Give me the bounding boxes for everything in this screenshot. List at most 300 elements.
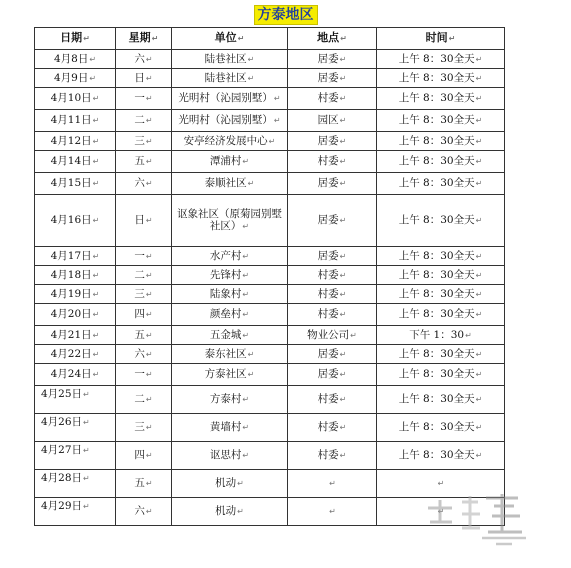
table-row bbox=[35, 326, 505, 345]
cell-place bbox=[288, 386, 377, 414]
paragraph-mark: ↵ bbox=[475, 370, 483, 379]
cell-unit bbox=[172, 386, 288, 414]
cell-unit bbox=[172, 326, 288, 345]
place-text: 村委 bbox=[317, 449, 339, 461]
cell-weekday bbox=[116, 326, 172, 345]
paragraph-mark: ↵ bbox=[475, 270, 483, 280]
paragraph-mark: ↵ bbox=[145, 94, 153, 103]
unit-text: 安亭经济发展中心 bbox=[183, 134, 268, 147]
paragraph-mark: ↵ bbox=[242, 251, 250, 261]
weekday-text: 三 bbox=[134, 421, 145, 433]
cell-date bbox=[35, 195, 116, 247]
paragraph-mark: ↵ bbox=[247, 370, 255, 379]
date-text: 4月29日 bbox=[41, 500, 83, 512]
paragraph-mark: ↵ bbox=[89, 54, 97, 64]
time-text: 上午 8：30全天 bbox=[398, 368, 475, 380]
cell-weekday bbox=[116, 498, 172, 526]
time-text: 上午 8：30全天 bbox=[398, 249, 475, 262]
place-text: 居委 bbox=[317, 368, 339, 380]
cell-weekday bbox=[116, 173, 172, 195]
time-text: 上午 8：30全天 bbox=[398, 449, 475, 461]
place-text: 村委 bbox=[317, 92, 339, 104]
cell-date bbox=[35, 50, 116, 69]
cell-place bbox=[288, 247, 377, 266]
weekday-text: 六 bbox=[134, 347, 145, 360]
cell-unit bbox=[172, 88, 288, 110]
cell-place bbox=[288, 442, 377, 470]
title-wrap bbox=[0, 4, 571, 24]
weekday-text: 三 bbox=[134, 134, 145, 147]
time-text: 下午 1：30 bbox=[409, 328, 465, 341]
place-text: 居委 bbox=[317, 52, 339, 65]
paragraph-mark: ↵ bbox=[242, 423, 250, 432]
page-title: 方泰地区 bbox=[254, 5, 318, 25]
weekday-text: 二 bbox=[134, 268, 145, 281]
cell-time bbox=[377, 442, 505, 470]
paragraph-mark: ↵ bbox=[475, 179, 483, 188]
cell-place bbox=[288, 266, 377, 285]
paragraph-mark: ↵ bbox=[475, 395, 483, 404]
header-row bbox=[35, 28, 505, 50]
paragraph-mark: ↵ bbox=[145, 270, 153, 280]
table-row bbox=[35, 50, 505, 69]
paragraph-mark: ↵ bbox=[339, 289, 347, 299]
paragraph-mark: ↵ bbox=[475, 157, 483, 166]
paragraph-mark: ↵ bbox=[145, 479, 153, 488]
paragraph-mark: ↵ bbox=[475, 73, 483, 83]
paragraph-mark: ↵ bbox=[273, 116, 281, 125]
paragraph-mark: ↵ bbox=[339, 73, 347, 83]
cell-unit bbox=[172, 304, 288, 326]
cell-time bbox=[377, 69, 505, 88]
weekday-text: 五 bbox=[134, 328, 145, 341]
cell-place bbox=[288, 110, 377, 132]
weekday-text: 一 bbox=[134, 368, 145, 380]
weekday-text: 四 bbox=[134, 308, 145, 320]
date-text: 4月20日 bbox=[50, 308, 92, 320]
cell-unit bbox=[172, 442, 288, 470]
date-text: 4月24日 bbox=[50, 368, 92, 380]
paragraph-mark: ↵ bbox=[145, 395, 153, 404]
date-text: 4月11日 bbox=[50, 114, 92, 126]
paragraph-mark: ↵ bbox=[339, 395, 347, 404]
cell-place bbox=[288, 132, 377, 151]
cell-weekday bbox=[116, 470, 172, 498]
date-text: 4月12日 bbox=[50, 134, 92, 147]
place-text: 居委 bbox=[317, 214, 339, 226]
time-text: 上午 8：30全天 bbox=[398, 393, 475, 405]
paragraph-mark: ↵ bbox=[339, 310, 347, 319]
paragraph-mark: ↵ bbox=[247, 54, 255, 64]
cell-time bbox=[377, 285, 505, 304]
header-weekday: 星期↵ bbox=[116, 28, 172, 50]
paragraph-mark: ↵ bbox=[145, 54, 153, 64]
paragraph-mark: ↵ bbox=[145, 330, 153, 340]
unit-text: 水产村 bbox=[209, 249, 242, 262]
weekday-text: 五 bbox=[134, 477, 145, 489]
paragraph-mark: ↵ bbox=[339, 157, 347, 166]
cell-place bbox=[288, 88, 377, 110]
unit-text: 陆巷社区 bbox=[204, 71, 247, 84]
paragraph-mark: ↵ bbox=[92, 116, 100, 125]
paragraph-mark: ↵ bbox=[92, 349, 100, 359]
paragraph-mark: ↵ bbox=[145, 370, 153, 379]
cell-weekday bbox=[116, 151, 172, 173]
cell-unit bbox=[172, 498, 288, 526]
paragraph-mark: ↵ bbox=[92, 310, 100, 319]
date-text: 4月8日 bbox=[53, 52, 89, 65]
cell-unit bbox=[172, 50, 288, 69]
cell-date bbox=[35, 470, 116, 498]
paragraph-mark: ↵ bbox=[339, 423, 347, 432]
paragraph-mark: ↵ bbox=[237, 479, 244, 488]
date-text: 4月17日 bbox=[50, 249, 92, 262]
weekday-text: 六 bbox=[134, 52, 145, 65]
cell-unit bbox=[172, 110, 288, 132]
header-unit: 单位↵ bbox=[172, 28, 288, 50]
paragraph-mark: ↵ bbox=[339, 251, 347, 261]
unit-text: 机动 bbox=[215, 477, 237, 489]
paragraph-mark: ↵ bbox=[350, 330, 357, 340]
cell-weekday bbox=[116, 304, 172, 326]
paragraph-mark: ↵ bbox=[242, 289, 250, 299]
time-text: 上午 8：30全天 bbox=[398, 92, 475, 104]
paragraph-mark: ↵ bbox=[92, 136, 100, 146]
cell-date bbox=[35, 386, 116, 414]
cell-place bbox=[288, 173, 377, 195]
cell-unit bbox=[172, 414, 288, 442]
header-time: 时间↵ bbox=[377, 28, 505, 50]
cell-date bbox=[35, 442, 116, 470]
unit-text: 讴思村 bbox=[209, 449, 242, 461]
cell-weekday bbox=[116, 364, 172, 386]
time-text: 上午 8：30全天 bbox=[398, 155, 475, 167]
paragraph-mark: ↵ bbox=[475, 251, 483, 261]
paragraph-mark: ↵ bbox=[92, 330, 100, 340]
cell-place bbox=[288, 414, 377, 442]
table-row bbox=[35, 247, 505, 266]
paragraph-mark: ↵ bbox=[242, 330, 250, 340]
cell-time bbox=[377, 345, 505, 364]
cell-weekday bbox=[116, 247, 172, 266]
paragraph-mark: ↵ bbox=[145, 310, 153, 319]
cell-time bbox=[377, 414, 505, 442]
paragraph-mark: ↵ bbox=[329, 507, 336, 516]
header-date: 日期↵ bbox=[35, 28, 116, 50]
cell-weekday bbox=[116, 195, 172, 247]
date-text: 4月18日 bbox=[50, 268, 92, 281]
unit-text: 光明村（沁园别墅） bbox=[178, 92, 273, 104]
cell-date bbox=[35, 266, 116, 285]
weekday-text: 一 bbox=[134, 249, 145, 262]
paragraph-mark: ↵ bbox=[83, 474, 90, 483]
paragraph-mark: ↵ bbox=[89, 73, 97, 83]
cell-weekday bbox=[116, 386, 172, 414]
paragraph-mark: ↵ bbox=[329, 479, 336, 488]
cell-place bbox=[288, 151, 377, 173]
paragraph-mark: ↵ bbox=[242, 157, 250, 166]
date-text: 4月14日 bbox=[50, 155, 92, 167]
unit-text: 方泰社区 bbox=[204, 368, 247, 380]
paragraph-mark: ↵ bbox=[83, 418, 90, 427]
weekday-text: 六 bbox=[134, 505, 145, 517]
table-row bbox=[35, 69, 505, 88]
table-row bbox=[35, 364, 505, 386]
place-text: 村委 bbox=[317, 287, 339, 300]
cell-unit bbox=[172, 266, 288, 285]
paragraph-mark: ↵ bbox=[92, 370, 100, 379]
cell-time bbox=[377, 326, 505, 345]
date-text: 4月9日 bbox=[53, 71, 89, 84]
cell-date bbox=[35, 498, 116, 526]
time-text: 上午 8：30全天 bbox=[398, 214, 475, 226]
cell-place bbox=[288, 285, 377, 304]
table-row bbox=[35, 345, 505, 364]
paragraph-mark: ↵ bbox=[242, 222, 250, 231]
schedule-table bbox=[34, 27, 505, 526]
place-text: 居委 bbox=[317, 347, 339, 360]
table-row bbox=[35, 132, 505, 151]
weekday-text: 日 bbox=[134, 214, 145, 226]
paragraph-mark: ↵ bbox=[339, 94, 347, 103]
table-row bbox=[35, 266, 505, 285]
cell-date bbox=[35, 247, 116, 266]
date-text: 4月15日 bbox=[50, 177, 92, 189]
paragraph-mark: ↵ bbox=[145, 179, 153, 188]
cell-weekday bbox=[116, 266, 172, 285]
cell-place bbox=[288, 50, 377, 69]
paragraph-mark: ↵ bbox=[145, 216, 153, 225]
paragraph-mark: ↵ bbox=[475, 349, 483, 359]
paragraph-mark: ↵ bbox=[145, 73, 153, 83]
paragraph-mark: ↵ bbox=[92, 289, 100, 299]
time-text: 上午 8：30全天 bbox=[398, 421, 475, 433]
unit-text: 机动 bbox=[215, 505, 237, 517]
time-text: 上午 8：30全天 bbox=[398, 114, 475, 126]
unit-text: 陆巷社区 bbox=[204, 52, 247, 65]
place-text: 村委 bbox=[317, 155, 339, 167]
unit-text: 泰东社区 bbox=[204, 347, 247, 360]
paragraph-mark: ↵ bbox=[145, 423, 153, 432]
place-text: 村委 bbox=[317, 268, 339, 281]
cell-time bbox=[377, 151, 505, 173]
table-row bbox=[35, 151, 505, 173]
time-text: 上午 8：30全天 bbox=[398, 52, 475, 65]
paragraph-mark: ↵ bbox=[437, 507, 445, 516]
place-text: 居委 bbox=[317, 249, 339, 262]
unit-text: 陆象村 bbox=[209, 287, 242, 300]
unit-text: 黄墙村 bbox=[209, 421, 242, 433]
place-text: 园区 bbox=[317, 114, 339, 126]
weekday-text: 五 bbox=[134, 155, 145, 167]
time-text: 上午 8：30全天 bbox=[398, 177, 475, 189]
cell-weekday bbox=[116, 132, 172, 151]
time-text: 上午 8：30全天 bbox=[398, 268, 475, 281]
paragraph-mark: ↵ bbox=[145, 157, 153, 166]
paragraph-mark: ↵ bbox=[83, 390, 90, 399]
date-text: 4月26日 bbox=[41, 416, 83, 428]
cell-date bbox=[35, 304, 116, 326]
time-text: 上午 8：30全天 bbox=[398, 347, 475, 360]
date-text: 4月28日 bbox=[41, 472, 83, 484]
paragraph-mark: ↵ bbox=[339, 370, 347, 379]
paragraph-mark: ↵ bbox=[237, 507, 244, 516]
table-row bbox=[35, 195, 505, 247]
cell-unit bbox=[172, 132, 288, 151]
cell-time bbox=[377, 173, 505, 195]
date-text: 4月21日 bbox=[50, 328, 92, 341]
cell-time bbox=[377, 247, 505, 266]
cell-weekday bbox=[116, 285, 172, 304]
unit-text: 先锋村 bbox=[209, 268, 242, 281]
paragraph-mark: ↵ bbox=[92, 270, 100, 280]
date-text: 4月22日 bbox=[50, 347, 92, 360]
cell-date bbox=[35, 110, 116, 132]
cell-unit bbox=[172, 151, 288, 173]
paragraph-mark: ↵ bbox=[339, 451, 347, 460]
unit-text: 方泰村 bbox=[209, 393, 242, 405]
cell-time bbox=[377, 110, 505, 132]
cell-date bbox=[35, 414, 116, 442]
cell-weekday bbox=[116, 50, 172, 69]
unit-text: 五金城 bbox=[209, 328, 242, 341]
watermark-logo bbox=[422, 488, 532, 554]
cell-date bbox=[35, 88, 116, 110]
paragraph-mark: ↵ bbox=[339, 216, 347, 225]
place-text: 物业公司 bbox=[307, 328, 350, 341]
place-text: 居委 bbox=[317, 177, 339, 189]
paragraph-mark: ↵ bbox=[242, 395, 250, 404]
date-text: 4月10日 bbox=[50, 92, 92, 104]
paragraph-mark: ↵ bbox=[475, 310, 483, 319]
paragraph-mark: ↵ bbox=[242, 451, 250, 460]
header-place: 地点↵ bbox=[288, 28, 377, 50]
cell-time bbox=[377, 304, 505, 326]
table-row bbox=[35, 110, 505, 132]
paragraph-mark: ↵ bbox=[247, 179, 255, 188]
paragraph-mark: ↵ bbox=[339, 349, 347, 359]
cell-place bbox=[288, 326, 377, 345]
paragraph-mark: ↵ bbox=[339, 270, 347, 280]
paragraph-mark: ↵ bbox=[145, 451, 153, 460]
paragraph-mark: ↵ bbox=[475, 116, 483, 125]
date-text: 4月19日 bbox=[50, 287, 92, 300]
cell-date bbox=[35, 285, 116, 304]
paragraph-mark: ↵ bbox=[465, 330, 472, 340]
cell-unit bbox=[172, 285, 288, 304]
table-header bbox=[35, 28, 505, 50]
unit-text: 光明村（沁园别墅） bbox=[178, 114, 273, 126]
weekday-text: 一 bbox=[134, 92, 145, 104]
paragraph-mark: ↵ bbox=[145, 136, 153, 146]
cell-unit bbox=[172, 195, 288, 247]
cell-time bbox=[377, 195, 505, 247]
paragraph-mark: ↵ bbox=[145, 349, 153, 359]
unit-text: 泰顺社区 bbox=[204, 177, 247, 189]
weekday-text: 二 bbox=[134, 114, 145, 126]
cell-date bbox=[35, 173, 116, 195]
cell-time bbox=[377, 266, 505, 285]
time-text: 上午 8：30全天 bbox=[398, 71, 475, 84]
paragraph-mark: ↵ bbox=[475, 451, 483, 460]
cell-place bbox=[288, 470, 377, 498]
paragraph-mark: ↵ bbox=[437, 479, 445, 488]
cell-place bbox=[288, 195, 377, 247]
paragraph-mark: ↵ bbox=[83, 502, 90, 511]
table-row bbox=[35, 285, 505, 304]
cell-unit bbox=[172, 364, 288, 386]
paragraph-mark: ↵ bbox=[475, 94, 483, 103]
weekday-text: 二 bbox=[134, 393, 145, 405]
table-row bbox=[35, 173, 505, 195]
weekday-text: 日 bbox=[134, 71, 145, 84]
paragraph-mark: ↵ bbox=[92, 216, 100, 225]
place-text: 村委 bbox=[317, 421, 339, 433]
paragraph-mark: ↵ bbox=[268, 136, 276, 146]
date-text: 4月25日 bbox=[41, 388, 83, 400]
cell-place bbox=[288, 69, 377, 88]
cell-time bbox=[377, 386, 505, 414]
unit-text: 讴象社区（原菊园别墅社区） bbox=[177, 208, 282, 232]
cell-date bbox=[35, 132, 116, 151]
paragraph-mark: ↵ bbox=[83, 446, 90, 455]
paragraph-mark: ↵ bbox=[92, 94, 100, 103]
cell-unit bbox=[172, 247, 288, 266]
paragraph-mark: ↵ bbox=[339, 116, 347, 125]
paragraph-mark: ↵ bbox=[247, 73, 255, 83]
weekday-text: 六 bbox=[134, 177, 145, 189]
cell-date bbox=[35, 364, 116, 386]
paragraph-mark: ↵ bbox=[273, 94, 281, 103]
paragraph-mark: ↵ bbox=[475, 136, 483, 146]
table-row bbox=[35, 88, 505, 110]
paragraph-mark: ↵ bbox=[92, 157, 100, 166]
cell-time bbox=[377, 364, 505, 386]
weekday-text: 三 bbox=[134, 287, 145, 300]
table-row bbox=[35, 304, 505, 326]
cell-date bbox=[35, 345, 116, 364]
unit-text: 颜垒村 bbox=[209, 308, 242, 320]
place-text: 村委 bbox=[317, 308, 339, 320]
cell-date bbox=[35, 69, 116, 88]
paragraph-mark: ↵ bbox=[145, 507, 153, 516]
cell-date bbox=[35, 151, 116, 173]
cell-unit bbox=[172, 470, 288, 498]
paragraph-mark: ↵ bbox=[475, 216, 483, 225]
table-row bbox=[35, 442, 505, 470]
cell-weekday bbox=[116, 442, 172, 470]
cell-time bbox=[377, 132, 505, 151]
cell-place bbox=[288, 364, 377, 386]
table-body bbox=[35, 50, 505, 526]
weekday-text: 四 bbox=[134, 449, 145, 461]
place-text: 村委 bbox=[317, 393, 339, 405]
cell-unit bbox=[172, 345, 288, 364]
cell-date bbox=[35, 326, 116, 345]
place-text: 居委 bbox=[317, 134, 339, 147]
unit-text: 潭浦村 bbox=[209, 155, 242, 167]
cell-unit bbox=[172, 69, 288, 88]
cell-weekday bbox=[116, 69, 172, 88]
paragraph-mark: ↵ bbox=[339, 54, 347, 64]
cell-weekday bbox=[116, 110, 172, 132]
place-text: 居委 bbox=[317, 71, 339, 84]
cell-place bbox=[288, 345, 377, 364]
cell-weekday bbox=[116, 414, 172, 442]
paragraph-mark: ↵ bbox=[475, 423, 483, 432]
time-text: 上午 8：30全天 bbox=[398, 308, 475, 320]
cell-time bbox=[377, 88, 505, 110]
